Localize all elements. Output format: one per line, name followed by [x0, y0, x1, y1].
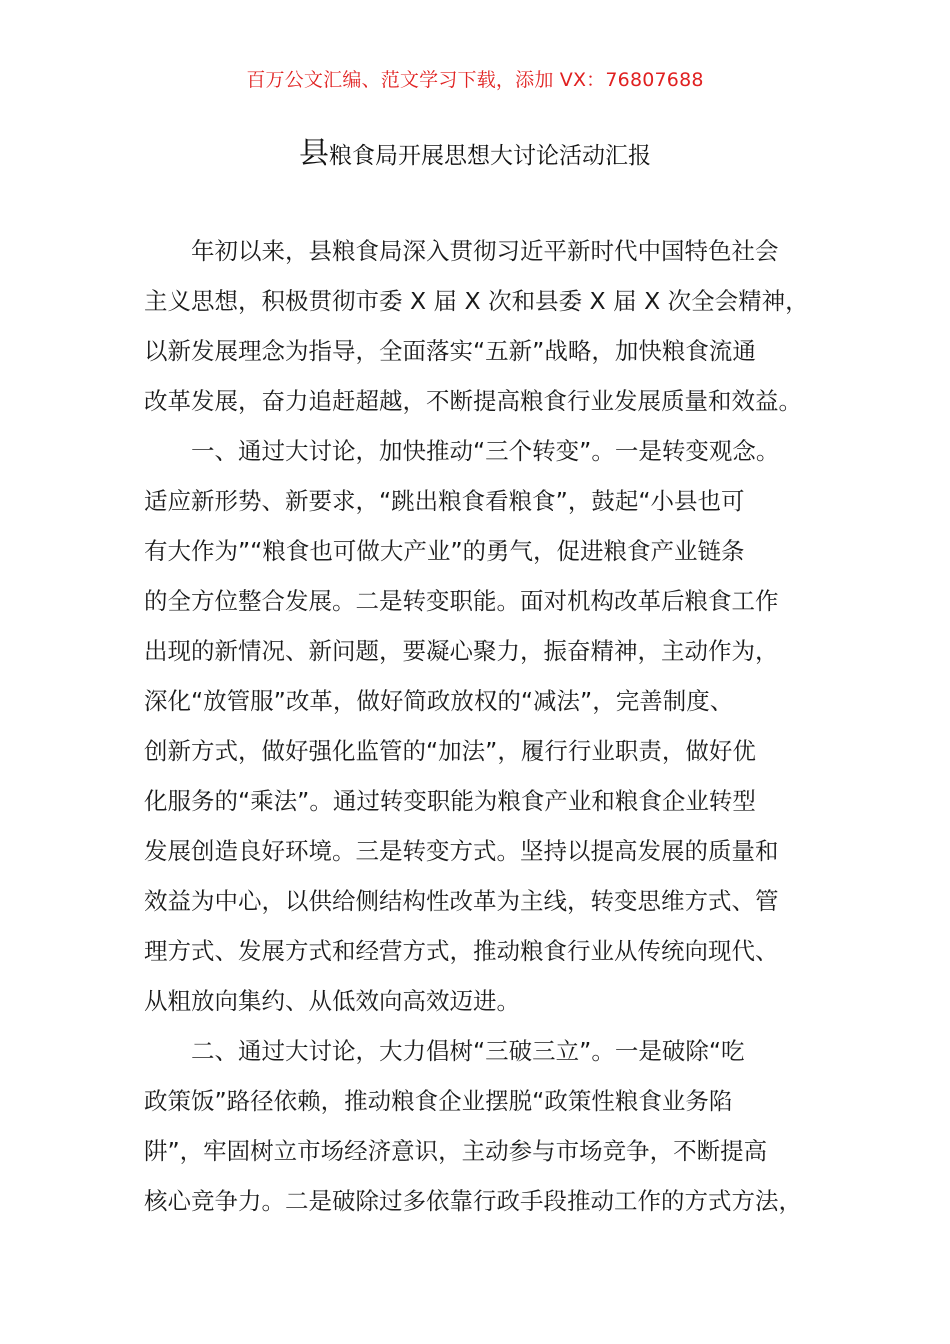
paragraph-line: 效益为中心，以供给侧结构性改革为主线，转变思维方式、管 — [144, 887, 779, 915]
paragraph-line: 适应新形势、新要求，“跳出粮食看粮食”，鼓起“小县也可 — [144, 487, 745, 515]
paragraph-line: 年初以来，县粮食局深入贯彻习近平新时代中国特色社会 — [191, 237, 779, 265]
paragraph-line: 政策饭”路径依赖，推动粮食企业摆脱“政策性粮食业务陷 — [144, 1087, 733, 1115]
document-body — [144, 226, 834, 1226]
paragraph-line: 核心竞争力。二是破除过多依靠行政手段推动工作的方式方法， — [144, 1187, 802, 1215]
paragraph-line: 主义思想，积极贯彻市委 X 届 X 次和县委 X 届 X 次全会精神， — [144, 287, 809, 315]
watermark-header: 百万公文汇编、范文学习下载，添加 VX：76807688 — [246, 69, 704, 91]
page-title — [0, 136, 950, 174]
paragraph-line: 二、通过大讨论，大力倡树“三破三立”。一是破除“吃 — [191, 1037, 745, 1065]
paragraph-line: 创新方式，做好强化监管的“加法”，履行行业职责，做好优 — [144, 737, 756, 765]
paragraph-line: 理方式、发展方式和经营方式，推动粮食行业从传统向现代、 — [144, 937, 779, 965]
paragraph-line: 发展创造良好环境。三是转变方式。坚持以提高发展的质量和 — [144, 837, 779, 865]
paragraph-line: 从粗放向集约、从低效向高效迈进。 — [144, 987, 520, 1015]
paragraph-line: 阱”，牢固树立市场经济意识，主动参与市场竞争，不断提高 — [144, 1137, 768, 1165]
paragraph-line: 改革发展，奋力追赶超越，不断提高粮食行业发展质量和效益。 — [144, 387, 802, 415]
paragraph-line: 有大作为”“粮食也可做大产业”的勇气，促进粮食产业链条 — [144, 537, 745, 565]
paragraph-line: 的全方位整合发展。二是转变职能。面对机构改革后粮食工作 — [144, 587, 779, 615]
paragraph-line: 化服务的“乘法”。通过转变职能为粮食产业和粮食企业转型 — [144, 787, 756, 815]
paragraph-line: 一、通过大讨论，加快推动“三个转变”。一是转变观念。 — [191, 437, 780, 465]
title-first-char: 县 — [299, 136, 329, 171]
paragraph-line: 出现的新情况、新问题，要凝心聚力，振奋精神，主动作为， — [144, 637, 779, 665]
paragraph-line: 以新发展理念为指导，全面落实“五新”战略，加快粮食流通 — [144, 337, 756, 365]
paragraph-line: 深化“放管服”改革，做好简政放权的“减法”，完善制度、 — [144, 687, 734, 715]
title-rest: 粮食局开展思想大讨论活动汇报 — [329, 143, 651, 169]
